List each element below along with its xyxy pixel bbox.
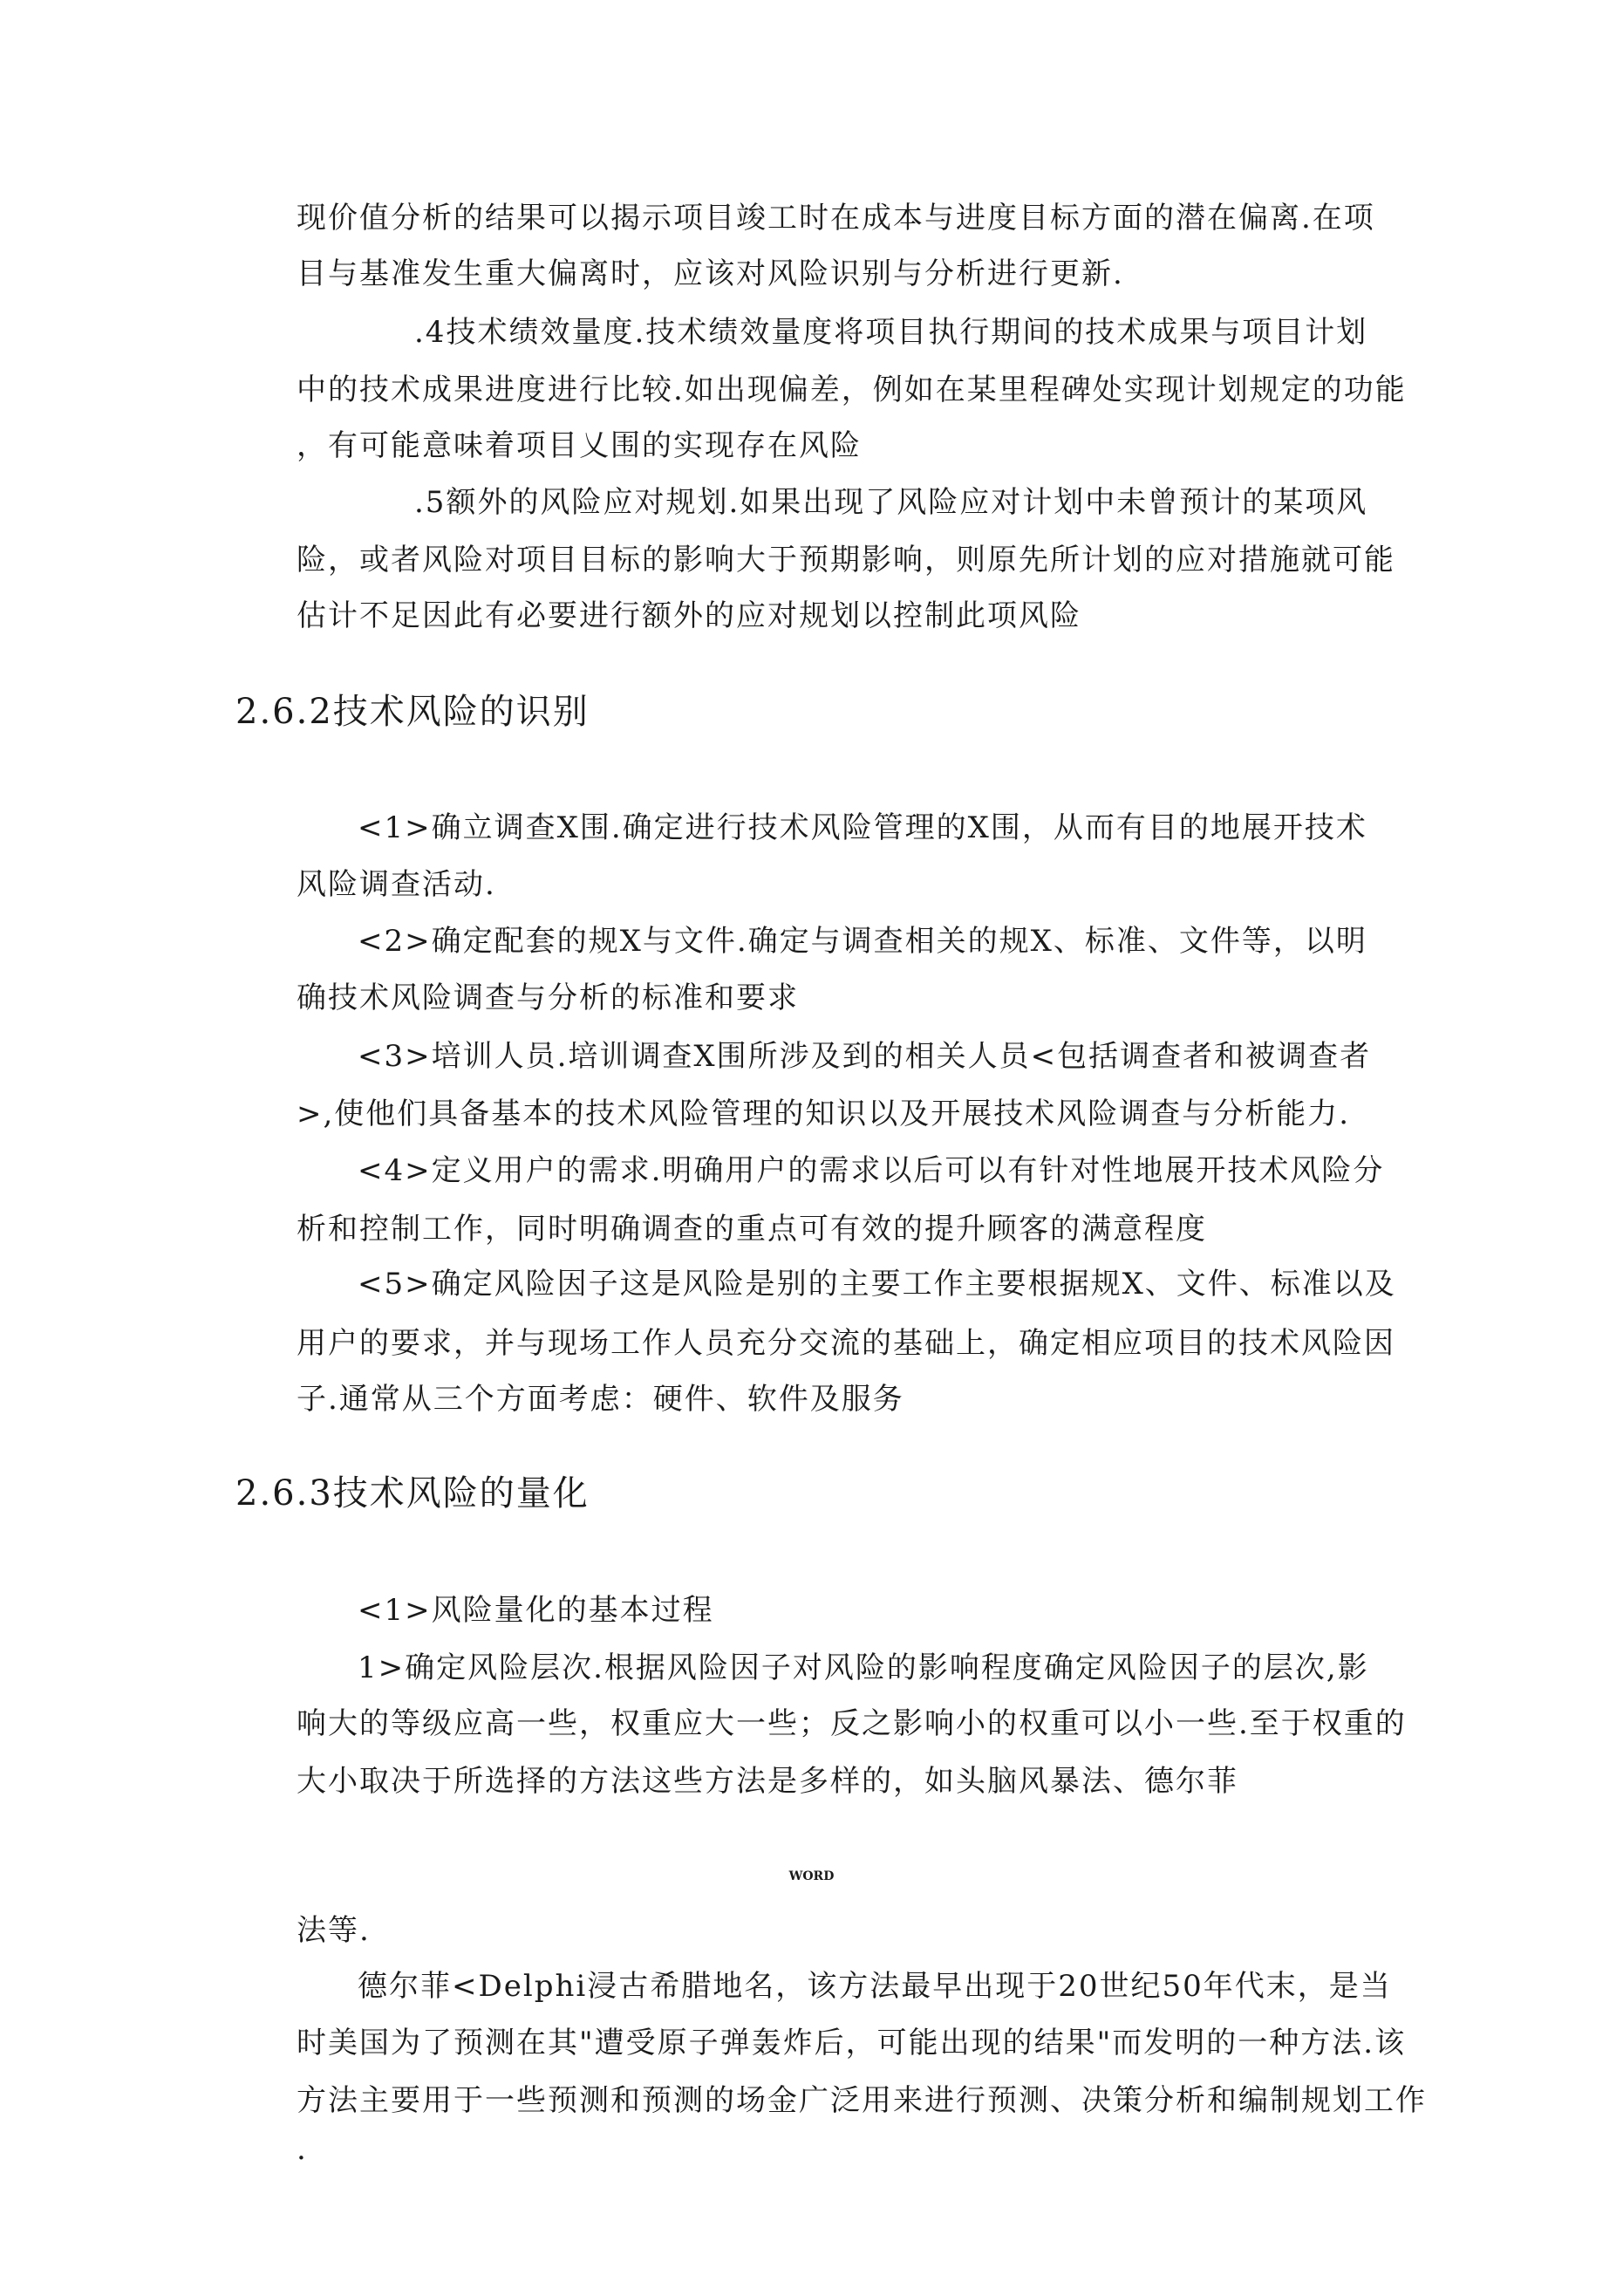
paragraph-line: 德尔菲<Delphi浸古希腊地名，该方法最早出现于20世纪50年代末，是当 [358, 1969, 1392, 2004]
section-heading-2-6-3: 2.6.3技术风险的量化 [235, 1473, 590, 1514]
paragraph-line: 目与基准发生重大偏离时，应该对风险识别与分析进行更新. [297, 256, 1124, 291]
paragraph-line: 法等. [297, 1913, 371, 1948]
paragraph-line: 险，或者风险对项目目标的影响大于预期影响，则原先所计划的应对措施就可能 [297, 543, 1395, 577]
paragraph-line: 用户的要求，并与现场工作人员充分交流的基础上，确定相应项目的技术风险因 [297, 1326, 1395, 1361]
paragraph-line: 1>确定风险层次.根据风险因子对风险的影响程度确定风险因子的层次,影 [358, 1650, 1369, 1685]
paragraph-line: 确技术风险调查与分析的标准和要求 [297, 981, 799, 1015]
paragraph-line: 中的技术成果进度进行比较.如出现偏差，例如在某里程碑处实现计划规定的功能 [297, 372, 1407, 407]
paragraph-line: <1>确立调查X围.确定进行技术风险管理的X围，从而有目的地展开技术 [358, 810, 1367, 845]
paragraph-line: 响大的等级应高一些，权重应大一些；反之影响小的权重可以小一些.至于权重的 [297, 1706, 1407, 1741]
paragraph-line: <5>确定风险因子这是风险是别的主要工作主要根据规X、文件、标准以及 [358, 1267, 1396, 1302]
paragraph-line: 风险调查活动. [297, 867, 496, 902]
paragraph-line: 估计不足因此有必要进行额外的应对规划以控制此项风险 [297, 598, 1081, 633]
paragraph-line: .5额外的风险应对规划.如果出现了风险应对计划中未曾预计的某项风 [414, 485, 1368, 520]
page-footer-label: WORD [788, 1869, 835, 1883]
paragraph-line: 方法主要用于一些预测和预测的场金广泛用来进行预测、决策分析和编制规划工作 [297, 2083, 1427, 2118]
paragraph-line: 析和控制工作，同时明确调查的重点可有效的提升顾客的满意程度 [297, 1212, 1207, 1247]
paragraph-line: . [297, 2132, 308, 2167]
paragraph-line: 大小取决于所选择的方法这些方法是多样的，如头脑风暴法、德尔菲 [297, 1764, 1238, 1799]
paragraph-line: 子.通常从三个方面考虑：硬件、软件及服务 [297, 1382, 904, 1417]
paragraph-line: >,使他们具备基本的技术风险管理的知识以及开展技术风险调查与分析能力. [297, 1097, 1351, 1131]
section-heading-2-6-2: 2.6.2技术风险的识别 [235, 692, 590, 732]
paragraph-line: <1>风险量化的基本过程 [358, 1593, 714, 1628]
paragraph-line: <4>定义用户的需求.明确用户的需求以后可以有针对性地展开技术风险分 [358, 1153, 1385, 1188]
paragraph-line: <3>培训人员.培训调查X围所涉及到的相关人员<包括调查者和被调查者 [358, 1039, 1372, 1074]
paragraph-line: 现价值分析的结果可以揭示项目竣工时在成本与进度目标方面的潜在偏离.在项 [297, 201, 1375, 236]
paragraph-line: ，有可能意味着项目乂围的实现存在风险 [297, 428, 862, 463]
paragraph-line: <2>确定配套的规X与文件.确定与调查相关的规X、标准、文件等，以明 [358, 924, 1367, 959]
paragraph-line: 时美国为了预测在其"遭受原子弹轰炸后，可能出现的结果"而发明的一种方法.该 [297, 2026, 1407, 2060]
paragraph-line: .4技术绩效量度.技术绩效量度将项目执行期间的技术成果与项目计划 [414, 315, 1368, 350]
